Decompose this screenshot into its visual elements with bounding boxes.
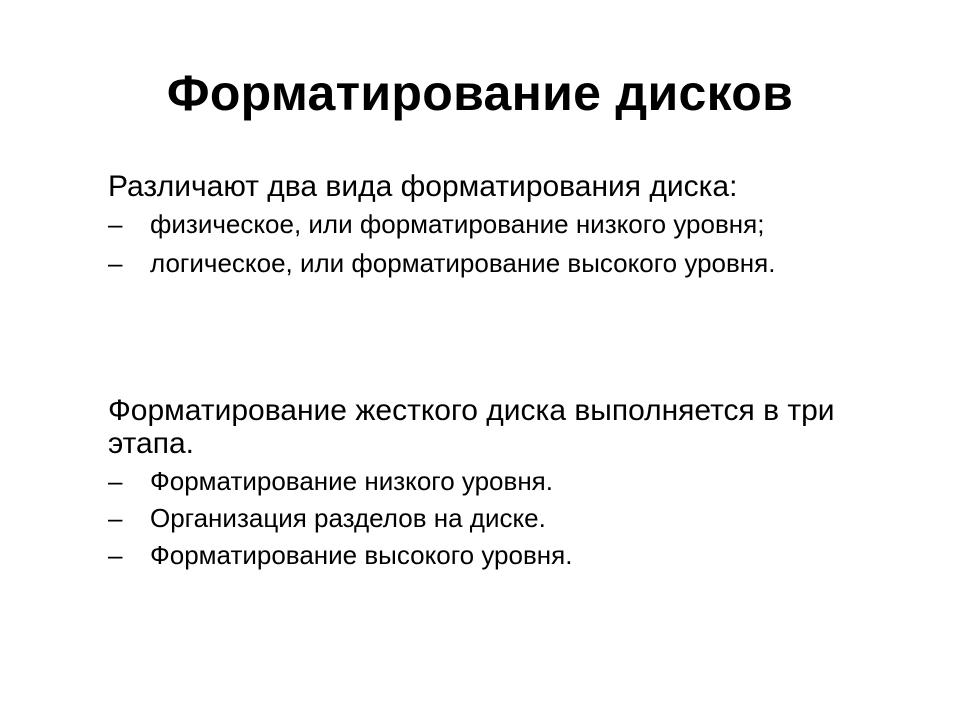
dash-bullet: – bbox=[108, 466, 123, 496]
list-item-text: логическое, или форматирование высокого уровня. bbox=[150, 248, 776, 278]
dash-bullet: – bbox=[108, 540, 123, 570]
slide-title: Форматирование дисков bbox=[166, 65, 794, 121]
list-item-text: Форматирование высокого уровня. bbox=[150, 540, 573, 570]
dash-bullet: – bbox=[108, 209, 123, 239]
dash-bullet: – bbox=[108, 248, 123, 278]
dash-bullet: – bbox=[108, 503, 123, 533]
list-item bbox=[108, 249, 928, 278]
block-heading: Форматирование жесткого диска выполняется в три этапа. bbox=[108, 394, 835, 460]
list-item bbox=[108, 504, 928, 533]
content-block-formatting-types bbox=[108, 170, 928, 278]
list-item-text: физическое, или форматирование низкого уровня; bbox=[150, 209, 765, 239]
list-item-text: Организация разделов на диске. bbox=[150, 503, 546, 533]
block-heading: Различают два вида форматирования диска: bbox=[108, 170, 738, 203]
content-block-hdd-stages bbox=[108, 394, 928, 570]
list-item bbox=[108, 210, 928, 239]
list-item-text: Форматирование низкого уровня. bbox=[150, 466, 553, 496]
list-item bbox=[108, 541, 928, 570]
list-item bbox=[108, 467, 928, 496]
